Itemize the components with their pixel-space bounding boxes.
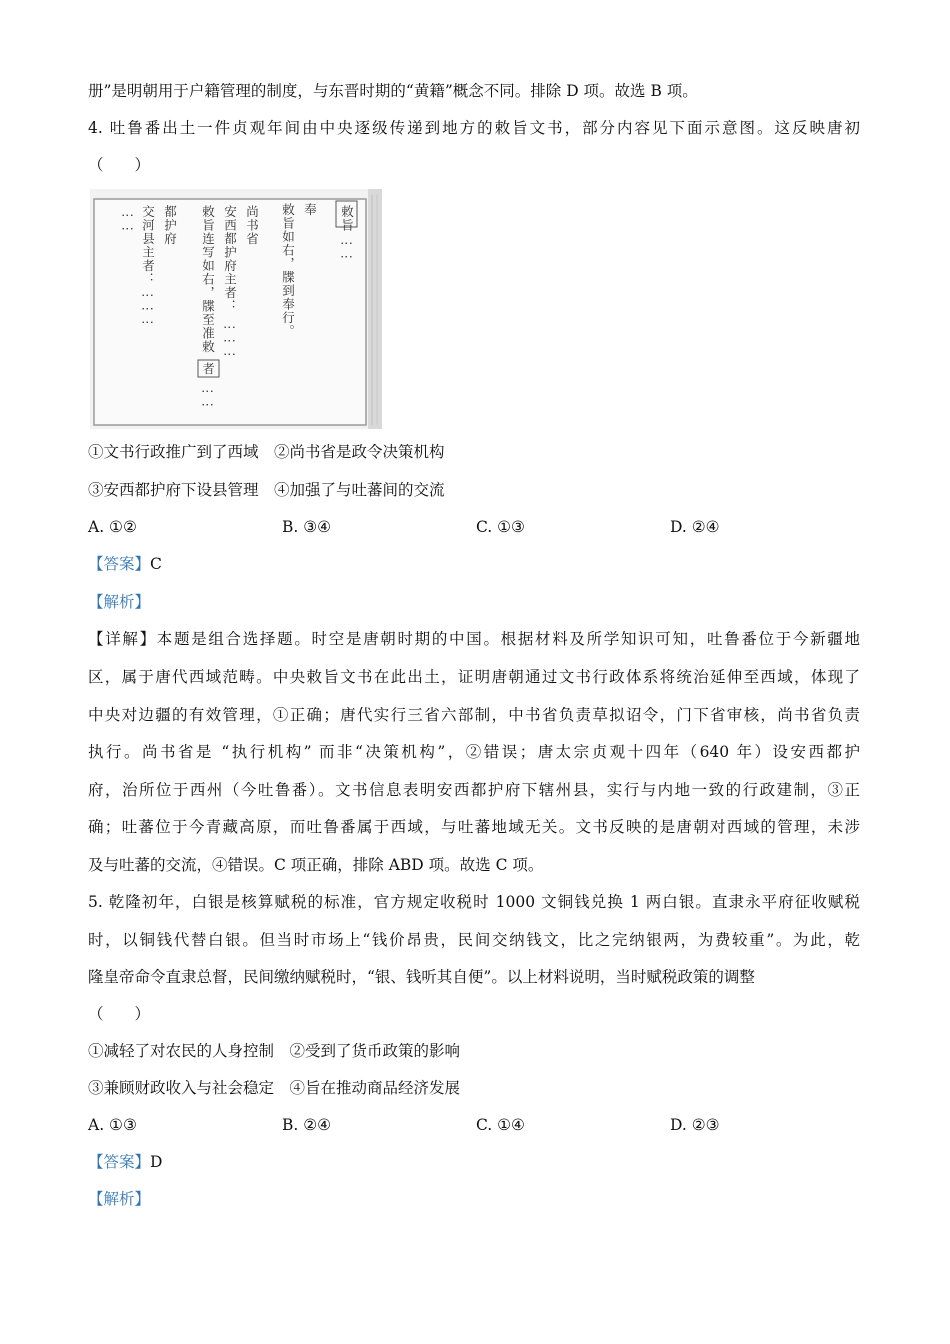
question-4-answer-blank: （ ） <box>88 156 151 174</box>
detail-tag: 【详解】 <box>88 630 157 648</box>
question-5-option-d: D. ②③ <box>670 1116 720 1134</box>
analysis-tag: 【解析】 <box>88 593 151 611</box>
question-4-stem: 4. 吐鲁番出土一件贞观年间由中央逐级传递到地方的敕旨文书，部分内容见下面示意图。这反映唐初 <box>88 119 860 137</box>
question-4-option-a: A. ①② <box>88 518 137 536</box>
question-4-answer <box>88 554 162 574</box>
question-5-statement-3-4: ③兼顾财政收入与社会稳定 ④旨在推动商品经济发展 <box>88 1079 461 1097</box>
analysis-tag: 【解析】 <box>88 1190 151 1208</box>
question-4-option-c: C. ①③ <box>476 518 525 536</box>
edict-dots: ⋮⋮⋮ <box>222 321 238 362</box>
edict-column-feng: 奉 <box>302 203 318 217</box>
question-5-stem-line-1: 5. 乾隆初年，白银是核算赋税的标准，官方规定收税时 1000 文铜钱兑换 1 两白银。直隶永平府征收赋税 <box>88 893 860 911</box>
question-4-option-d: D. ②④ <box>670 518 720 536</box>
question-5-option-a: A. ①③ <box>88 1116 137 1134</box>
edict-dots: ⋮⋮⋮ <box>140 289 156 330</box>
question-4-detail-line-3: 中央对边疆的有效管理，①正确；唐代实行三省六部制，中书省负责草拟诏令，门下省审核，尚书省负责 <box>88 706 860 724</box>
question-5-answer-blank: （ ） <box>88 1005 151 1023</box>
edict-dots: ⋮⋮ <box>120 209 136 236</box>
answer-value: D <box>150 1153 163 1171</box>
question-4-detail-line-6: 确；吐蕃位于今青藏高原，而吐鲁番属于西域，与吐蕃地域无关。文书反映的是唐朝对西域的管理，未涉 <box>88 818 860 836</box>
question-4-statement-3-4: ③安西都护府下设县管理 ④加强了与吐蕃间的交流 <box>88 481 445 499</box>
question-4-option-b: B. ③④ <box>282 518 332 536</box>
paragraph-line: 册”是明朝用于户籍管理的制度，与东晋时期的“黄籍”概念不同。排除 D 项。故选 B 项。 <box>88 82 698 100</box>
question-4-detail-line-1 <box>88 629 860 649</box>
question-5-answer <box>88 1152 162 1172</box>
detail-text: 本题是组合选择题。时空是唐朝时期的中国。根据材料及所学知识可知，吐鲁番位于今新疆地 <box>156 630 860 648</box>
question-4-statement-1-2: ①文书行政推广到了西域 ②尚书省是政令决策机构 <box>88 443 445 461</box>
edict-column-anxi: 安西都护府主者： <box>222 205 238 313</box>
question-4-detail-line-4: 执行。尚书省是 “执行机构” 而非“决策机构”，②错误；唐太宗贞观十四年（640 年）设安西都护 <box>88 743 860 761</box>
question-5-stem-line-2: 时，以铜钱代替白银。但当时市场上“钱价昂贵，民间交纳钱文，比之完纳银两，为费较重”。为此，乾 <box>88 931 860 949</box>
edict-stamp-zhe: 者 <box>200 362 216 376</box>
question-5-analysis-tag <box>88 1189 150 1209</box>
question-4-analysis-tag <box>88 592 150 612</box>
edict-column-text: 敕旨如右，牒到奉行。 <box>280 203 296 338</box>
answer-value: C <box>150 555 162 573</box>
question-4-detail-line-2: 区，属于唐代西域范畴。中央敕旨文书在此出土，证明唐朝通过文书行政体系将统治延伸至西域，体现了 <box>88 668 860 686</box>
answer-tag: 【答案】 <box>88 1153 151 1171</box>
question-5-option-c: C. ①④ <box>476 1116 525 1134</box>
edict-dots: ⋮⋮ <box>200 385 216 412</box>
question-4-detail-line-7: 及与吐蕃的交流，④错误。C 项正确，排除 ABD 项。故选 C 项。 <box>88 856 544 874</box>
edict-stamp-label: 敕旨 <box>339 205 355 232</box>
answer-tag: 【答案】 <box>88 555 151 573</box>
question-5-statement-1-2: ①减轻了对农民的人身控制 ②受到了货币政策的影响 <box>88 1042 461 1060</box>
edict-document-figure <box>90 189 382 429</box>
edict-column-jiaohe: 交河县主者： <box>140 205 156 286</box>
question-5-stem-line-3: 隆皇帝命令直隶总督，民间缴纳赋税时，“银、钱听其自便”。以上材料说明，当时赋税政策的调整 <box>88 968 755 986</box>
edict-column-chizhi: 敕旨连写如右，牒至准敕 <box>200 205 216 354</box>
edict-figure-svg <box>90 189 382 429</box>
edict-dots: ⋮⋮ <box>339 237 355 264</box>
question-5-option-b: B. ②④ <box>282 1116 332 1134</box>
edict-column-duhufu: 都护府 <box>162 205 178 246</box>
edict-column-shangshu: 尚书省 <box>244 205 260 246</box>
question-4-detail-line-5: 府，治所位于西州（今吐鲁番）。文书信息表明安西都护府下辖州县，实行与内地一致的行政建制，③正 <box>88 781 860 799</box>
